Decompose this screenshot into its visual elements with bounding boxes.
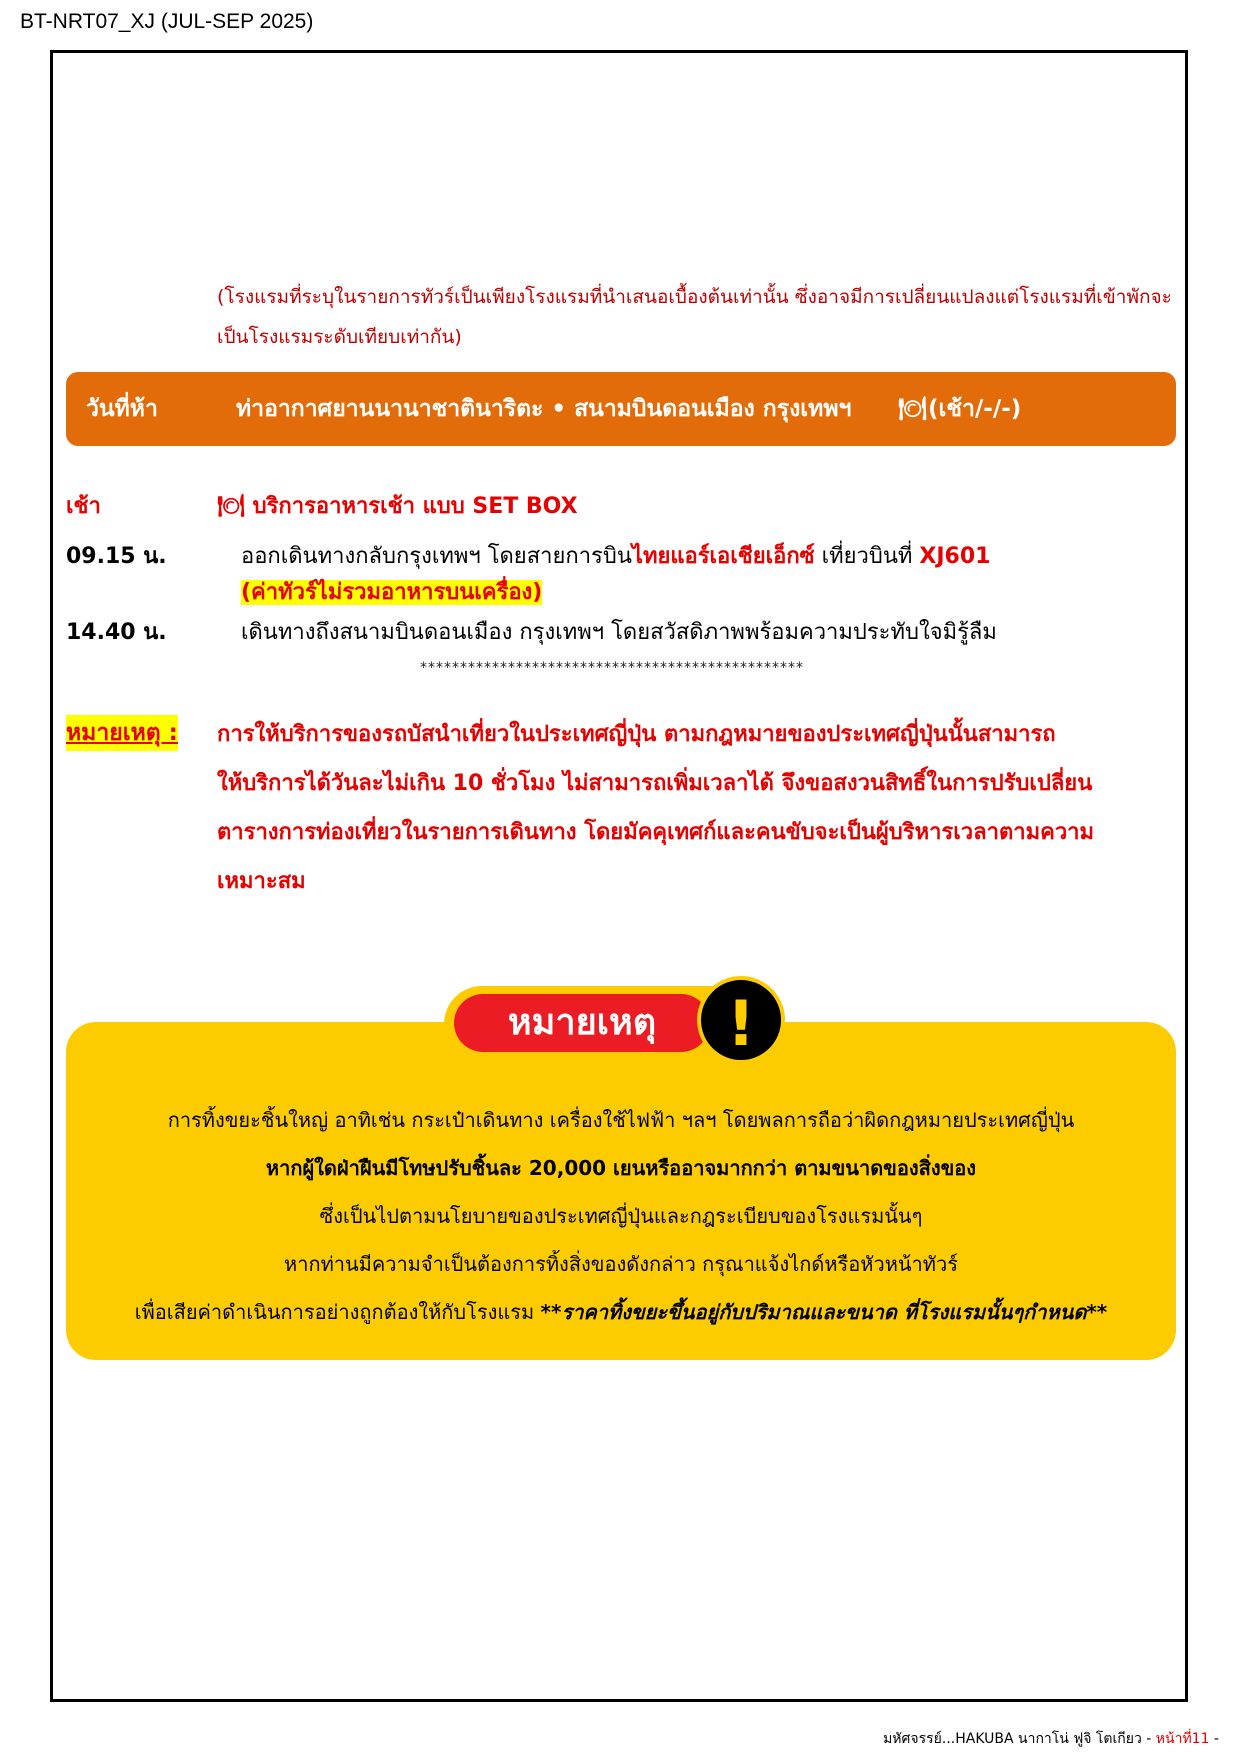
footer-dash: -	[1209, 1731, 1219, 1747]
meals-label: (เช้า/-/-)	[928, 396, 1022, 422]
notice-line-5-text: เพื่อเสียค่าดำเนินการอย่างถูกต้องให้กับโรงแรม	[134, 1300, 541, 1324]
page-footer	[883, 1728, 1219, 1750]
remark-line: การให้บริการของรถบัสนำเที่ยวในประเทศญี่ปุ่น ตามกฎหมายของประเทศญี่ปุ่นนั้นสามารถ	[217, 722, 1056, 747]
schedule-row-arrival: เดินทางถึงสนามบินดอนเมือง กรุงเทพฯ โดยสวัสดิภาพพร้อมความประทับใจมิรู้ลืม	[241, 620, 997, 645]
schedule-text: ออกเดินทางกลับกรุงเทพฯ โดยสายการบิน	[241, 544, 632, 569]
separator: ************************************************	[420, 660, 804, 676]
airline-name: ไทยแอร์เอเชียเอ็กซ์	[631, 544, 815, 569]
remark-line: เหมาะสม	[217, 869, 306, 894]
exclamation-icon: !	[697, 976, 785, 1064]
flight-number: XJ601	[919, 544, 991, 569]
remark-line: ให้บริการได้วันละไม่เกิน 10 ชั่วโมง ไม่สามารถเพิ่มเวลาได้ จึงขอสงวนสิทธิ์ในการปรับเปลี่ยน	[217, 771, 1093, 796]
remark-text	[217, 710, 1177, 906]
flight-label: เที่ยวบินที่	[814, 544, 920, 569]
hotel-note: (โรงแรมที่ระบุในรายการทัวร์เป็นเพียงโรงแรมที่นำเสนอเบื้องต้นเท่านั้น ซึ่งอาจมีการเปลี่ยนแปลงแต่โรงแรมที่เข้าพักจะเป็นโรงแรมระดับเทียบเท่ากัน)	[217, 286, 1172, 348]
notice-badge: หมายเหตุ	[454, 994, 710, 1052]
document-code: BT-NRT07_XJ (JUL-SEP 2025)	[20, 10, 314, 33]
meal-exclusion-text: (ค่าทัวร์ไม่รวมอาหารบนเครื่อง)	[241, 580, 543, 605]
route-label: ท่าอากาศยานนานาชาตินาริตะ • สนามบินดอนเมือง กรุงเทพฯ	[236, 396, 852, 422]
schedule-text: บริการอาหารเช้า แบบ SET BOX	[252, 494, 578, 519]
day-band	[66, 372, 1176, 446]
notice-line-5	[66, 1296, 1176, 1328]
day-label: วันที่ห้า	[86, 396, 158, 422]
meal-exclusion-note	[241, 574, 542, 609]
meal-icon: 🍽	[217, 494, 245, 519]
remark-label: หมายเหตุ :	[66, 715, 178, 751]
notice-line-4: หากท่านมีความจำเป็นต้องการทิ้งสิ่งของดังกล่าว กรุณาแจ้งไกด์หรือหัวหน้าทัวร์	[284, 1252, 958, 1276]
notice-line-2: หากผู้ใดฝ่าฝืนมีโทษปรับชิ้นละ 20,000 เยนหรืออาจมากกว่า ตามขนาดของสิ่งของ	[265, 1156, 977, 1180]
notice-line-1: การทิ้งขยะชิ้นใหญ่ อาทิเช่น กระเป๋าเดินทาง เครื่องใช้ไฟฟ้า ฯลฯ โดยพลการถือว่าผิดกฎหมายประเทศญี่ปุ่น	[167, 1108, 1075, 1132]
notice-line-5-emphasis: **ราคาทิ้งขยะขึ้นอยู่กับปริมาณและขนาด ที่โรงแรมนั้นๆกำหนด**	[540, 1300, 1108, 1324]
schedule-row-breakfast	[217, 488, 578, 523]
schedule-time-departure: 09.15 น.	[66, 544, 167, 569]
footer-title: มหัศจรรย์...HAKUBA นากาโน่ ฟูจิ โตเกียว -	[883, 1731, 1156, 1747]
schedule-time-arrival: 14.40 น.	[66, 620, 167, 645]
notice-line-3: ซึ่งเป็นไปตามนโยบายของประเทศญี่ปุ่นและกฎระเบียบของโรงแรมนั้นๆ	[319, 1204, 923, 1228]
page-number: หน้าที่11	[1155, 1731, 1210, 1747]
schedule-row-departure	[241, 538, 990, 573]
meal-icon: 🍽	[898, 396, 928, 422]
remark-line: ตารางการท่องเที่ยวในรายการเดินทาง โดยมัคคุเทศก์และคนขับจะเป็นผู้บริหารเวลาตามความ	[217, 820, 1095, 845]
schedule-time-breakfast: เช้า	[66, 494, 101, 519]
